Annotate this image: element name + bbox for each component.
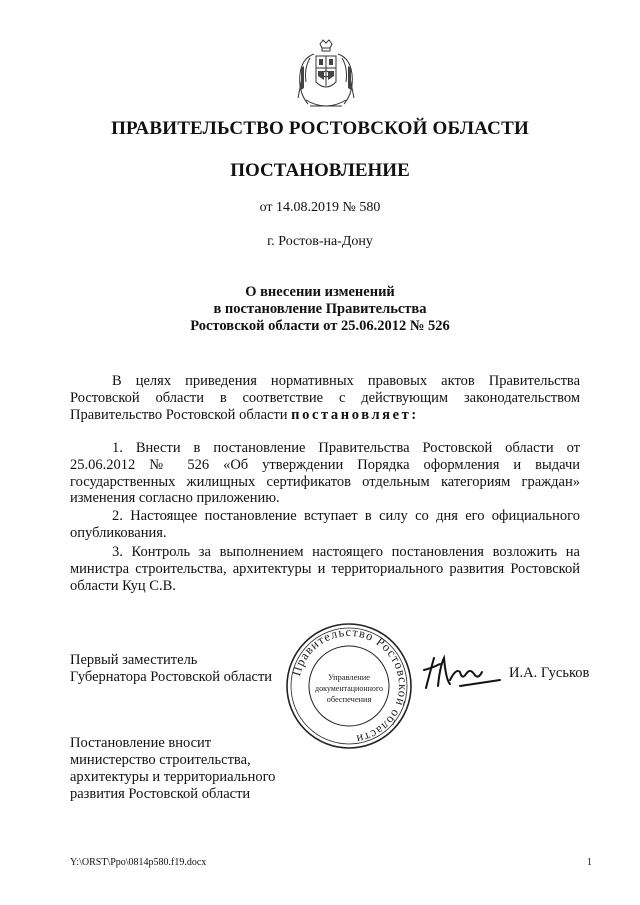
signatory-position [70,652,272,686]
seal-center-line: Управление [327,673,371,682]
signatory-name: И.А. Гуськов [509,665,590,681]
date-and-number: от 14.08.2019 № 580 [259,200,381,215]
handwritten-signature [420,650,502,694]
government-title: ПРАВИТЕЛЬСТВО РОСТОВСКОЙ ОБЛАСТИ [111,118,529,139]
prepared-by-block [70,735,275,803]
official-seal-stamp [285,622,413,750]
subject-line: О внесении изменений [245,284,395,300]
prepared-by-line: Постановление вносит [70,735,212,751]
coat-of-arms-icon [292,38,360,118]
city: г. Ростов-на-Дону [267,234,373,249]
prepared-by-line: архитектуры и территориального [70,769,276,785]
file-path-footer: Y:\ORST\Ppo\0814p580.f19.docx [70,857,207,868]
subject-line: Ростовской области от 25.06.2012 № 526 [190,318,450,334]
preamble-paragraph [70,373,580,423]
seal-ring-text: Правительство Ростовской области [289,624,411,747]
item-3-paragraph: 3. Контроль за выполнением настоящего постановления возложить на министра строительства, архитектуры и территориального развития Ростовской области Куц С.В. [70,544,580,594]
document-subject [0,284,640,335]
prepared-by-line: развития Ростовской области [70,786,251,802]
item-2-paragraph: 2. Настоящее постановление вступает в силу со дня его официального опубликования. [70,508,580,541]
prepared-by-line: министерство строительства, [70,752,251,768]
seal-center-line: обеспечения [326,695,372,704]
position-line: Губернатора Ростовской области [70,669,273,685]
seal-center-line: документационного [315,684,383,693]
item-1-paragraph: 1. Внести в постановление Правительства Ростовской области от 25.06.2012 № 526 «Об утверждении Порядка оформления и выдачи государственных жилищных сертификатов отдельным категориям граждан» изменения согласно приложению. [70,440,580,507]
preamble-text: В целях приведения нормативных правовых актов Правительства Ростовской области в соответствие с действующим законодательством Правительство Ростовской области [70,373,580,423]
position-line: Первый заместитель [70,652,198,668]
subject-line: в постановление Правительства [213,301,427,317]
page-number: 1 [587,857,592,868]
decrees-word: постановляет: [291,406,419,423]
document-type: ПОСТАНОВЛЕНИЕ [230,160,410,181]
